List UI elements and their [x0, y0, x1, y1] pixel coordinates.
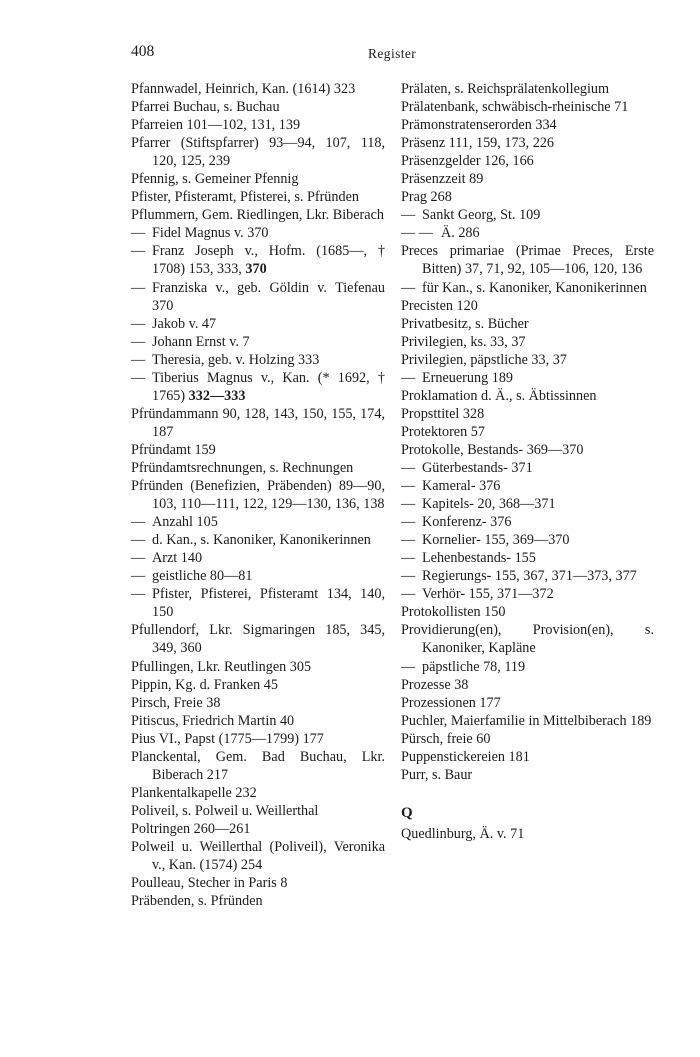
index-entry — [401, 134, 654, 152]
index-subentry — [131, 351, 385, 369]
entry-text: Pfennig, s. Gemeiner Pfennig — [131, 171, 299, 188]
entry-text: Kapitels- 20, 368—371 — [422, 496, 556, 513]
subentry-dash: — — [131, 514, 146, 531]
entry-text: Johann Ernst v. 7 — [152, 333, 250, 350]
index-entry — [131, 459, 385, 477]
subentry-dash: — — [131, 333, 146, 350]
entry-text: Poulleau, Stecher in Paris 8 — [131, 875, 288, 892]
entry-text: Pfister, Pfisterei, Pfisteramt 134, 140, 150 — [152, 586, 385, 621]
index-entry — [401, 441, 654, 459]
entry-text: Polweil u. Weillerthal (Poliveil), Veronika v., Kan. (1574) 254 — [131, 838, 385, 874]
running-head: Register — [368, 46, 417, 61]
index-subentry — [401, 549, 654, 567]
index-subentry — [401, 585, 654, 603]
index-subentry — [401, 531, 654, 549]
entry-text: Pfannwadel, Heinrich, Kan. (1614) 323 — [131, 81, 356, 97]
index-entry — [401, 603, 654, 621]
entry-text: Protektoren 57 — [401, 423, 485, 440]
entry-text: Prozesse 38 — [401, 676, 469, 693]
index-entry — [401, 242, 654, 278]
entry-text: Sankt Georg, St. 109 — [422, 207, 541, 224]
subentry-dash: — — [401, 532, 416, 549]
index-entry — [401, 712, 654, 730]
index-entry — [131, 80, 385, 98]
entry-text: Erneuerung 189 — [422, 369, 514, 386]
entry-text: Precisten 120 — [401, 297, 478, 314]
subentry-dash: — — [131, 279, 146, 296]
subentry-dash: — — [131, 369, 146, 386]
index-subentry — [401, 658, 654, 676]
index-entry — [131, 658, 385, 676]
entry-text: Poltringen 260—261 — [131, 820, 251, 837]
entry-text: Franz Joseph v., Hofm. (1685—, † 1708) 153, 333, — [152, 243, 385, 278]
entry-text: Pfister, Pfisteramt, Pfisterei, s. Pfründen — [131, 189, 359, 206]
entry-text: Pfründamt 159 — [131, 441, 216, 458]
index-subentry — [401, 369, 654, 387]
entry-text: Pfarrei Buchau, s. Buchau — [131, 99, 280, 116]
index-entry — [131, 676, 385, 694]
index-entry — [401, 676, 654, 694]
index-column-left — [131, 80, 385, 910]
entry-text: Pfarrer (Stiftspfarrer) 93—94, 107, 118, 120, 125, 239 — [131, 135, 385, 170]
entry-text: Kameral- 376 — [422, 478, 501, 495]
entry-text: Prag 268 — [401, 189, 452, 206]
index-subentry — [131, 333, 385, 351]
entry-text: Franziska v., geb. Göldin v. Tiefenau 370 — [152, 279, 385, 314]
subentry-dash: — — [131, 351, 146, 368]
entry-text: Ä. 286 — [441, 225, 480, 242]
index-subentry — [401, 513, 654, 531]
page-number: 408 — [131, 43, 155, 60]
index-subentry — [131, 315, 385, 333]
subentry-dash: — — [401, 496, 416, 513]
index-subentry — [131, 369, 385, 405]
subentry-dash: — — [131, 568, 146, 585]
entry-text: Poliveil, s. Polweil u. Weillerthal — [131, 802, 319, 819]
index-entry — [401, 98, 654, 116]
entry-main-reference: 370 — [245, 261, 267, 278]
index-entry — [131, 477, 385, 513]
entry-text: Pfründamtsrechnungen, s. Rechnungen — [131, 459, 354, 476]
entry-text: Präsenz 111, 159, 173, 226 — [401, 135, 555, 152]
entry-text: Konferenz- 376 — [422, 514, 512, 531]
entry-text: Pfründammann 90, 128, 143, 150, 155, 174, 187 — [131, 405, 385, 440]
entry-text: Pürsch, freie 60 — [401, 730, 491, 747]
entry-text: Kornelier- 155, 369—370 — [422, 532, 570, 549]
index-entry — [131, 405, 385, 441]
index-entry — [401, 423, 654, 441]
index-entry — [131, 820, 385, 838]
entry-text: Anzahl 105 — [152, 514, 218, 531]
index-entry — [401, 730, 654, 748]
index-subentry — [401, 477, 654, 495]
index-subentry — [131, 567, 385, 585]
entry-text: Tiberius Magnus v., Kan. (* 1692, † 1765) — [152, 369, 385, 404]
index-entry — [131, 188, 385, 206]
entry-text: Prämonstratenserorden 334 — [401, 117, 557, 134]
index-subentry — [131, 585, 385, 621]
index-entry — [131, 170, 385, 188]
subentry-dash: — — — [401, 225, 433, 242]
entry-text: Pfründen (Benefizien, Präbenden) 89—90, 103, 110—111, 122, 129—130, 136, 138 — [131, 478, 385, 513]
index-entry — [401, 825, 654, 843]
entry-text: Jakob v. 47 — [152, 315, 217, 332]
index-subentry — [131, 279, 385, 315]
subentry-dash: — — [131, 550, 146, 567]
index-entry — [131, 621, 385, 657]
subentry-dash: — — [131, 586, 146, 603]
index-entry — [401, 80, 654, 98]
index-entry — [401, 152, 654, 170]
subentry-dash: — — [131, 243, 146, 260]
entry-text: Proklamation d. Ä., s. Äbtissinnen — [401, 387, 597, 404]
entry-text: Güterbestands- 371 — [422, 459, 533, 476]
entry-text: Quedlinburg, Ä. v. 71 — [401, 825, 525, 842]
entry-text: Preces primariae (Primae Preces, Erste Bitten) 37, 71, 92, 105—106, 120, 136 — [401, 243, 654, 278]
index-column-right — [401, 80, 654, 843]
index-entry — [131, 206, 385, 224]
entry-text: Protokollisten 150 — [401, 604, 506, 621]
entry-text: Puchler, Maierfamilie in Mittelbiberach 189 — [401, 712, 652, 729]
index-entry — [401, 170, 654, 188]
index-entry — [131, 802, 385, 820]
index-subentry — [401, 459, 654, 477]
entry-text: Pitiscus, Friedrich Martin 40 — [131, 712, 295, 729]
index-entry — [401, 621, 654, 657]
entry-text: d. Kan., s. Kanoniker, Kanonikerinnen — [152, 532, 371, 549]
index-subentry — [401, 279, 654, 297]
entry-text: Prälaten, s. Reichsprälatenkollegium — [401, 81, 610, 97]
entry-text: Privilegien, päpstliche 33, 37 — [401, 351, 567, 368]
subentry-dash: — — [401, 586, 416, 603]
entry-text: Lehenbestands- 155 — [422, 550, 536, 567]
index-subentry — [401, 206, 654, 224]
entry-text: Providierung(en), Provision(en), s. Kanoniker, Kapläne — [401, 622, 654, 657]
index-entry — [131, 892, 385, 910]
subentry-dash: — — [401, 207, 416, 224]
entry-text: Privatbesitz, s. Bücher — [401, 315, 529, 332]
index-entry — [401, 297, 654, 315]
entry-text: Präsenzgelder 126, 166 — [401, 153, 534, 170]
entry-text: Propsttitel 328 — [401, 405, 485, 422]
index-entry — [131, 441, 385, 459]
entry-text: Arzt 140 — [152, 550, 203, 567]
entry-main-reference: 332—333 — [188, 387, 246, 404]
entry-text: Präbenden, s. Pfründen — [131, 893, 263, 910]
index-entry — [401, 766, 654, 784]
index-subentry — [131, 242, 385, 278]
entry-text: Pfullingen, Lkr. Reutlingen 305 — [131, 658, 312, 675]
index-entry — [131, 116, 385, 134]
entry-text: Pfarreien 101—102, 131, 139 — [131, 117, 301, 134]
entry-text: Fidel Magnus v. 370 — [152, 225, 269, 242]
entry-text: Pfullendorf, Lkr. Sigmaringen 185, 345, 349, 360 — [131, 622, 385, 657]
index-subentry — [401, 224, 654, 242]
entry-text: Verhör- 155, 371—372 — [422, 586, 554, 603]
index-entry — [131, 784, 385, 802]
index-subentry — [131, 549, 385, 567]
index-entry — [401, 333, 654, 351]
subentry-dash: — — [131, 532, 146, 549]
index-entry — [131, 730, 385, 748]
index-entry — [401, 116, 654, 134]
entry-text: Präsenzzeit 89 — [401, 171, 484, 188]
subentry-dash: — — [401, 658, 416, 675]
index-subentry — [401, 567, 654, 585]
entry-text: geistliche 80—81 — [152, 568, 253, 585]
subentry-dash: — — [401, 369, 416, 386]
entry-text: Theresia, geb. v. Holzing 333 — [152, 351, 320, 368]
entry-text: Planckental, Gem. Bad Buchau, Lkr. Biberach 217 — [131, 748, 385, 783]
index-entry — [131, 874, 385, 892]
index-entry — [131, 98, 385, 116]
entry-text: Plankentalkapelle 232 — [131, 784, 257, 801]
subentry-dash: — — [401, 478, 416, 495]
section-letter-heading: Q — [401, 804, 413, 821]
entry-text: Pirsch, Freie 38 — [131, 694, 221, 711]
index-entry — [401, 694, 654, 712]
subentry-dash: — — [131, 225, 146, 242]
index-entry — [131, 838, 385, 874]
subentry-dash: — — [401, 514, 416, 531]
index-entry — [131, 694, 385, 712]
subentry-dash: — — [401, 279, 416, 296]
entry-text: Puppenstickereien 181 — [401, 748, 530, 765]
index-subentry — [131, 513, 385, 531]
entry-text: Purr, s. Baur — [401, 766, 473, 783]
subentry-dash: — — [401, 550, 416, 567]
subentry-dash: — — [131, 315, 146, 332]
index-entry — [401, 387, 654, 405]
entry-text: Privilegien, ks. 33, 37 — [401, 333, 526, 350]
entry-text: Pius VI., Papst (1775—1799) 177 — [131, 730, 324, 747]
index-subentry — [131, 531, 385, 549]
index-subentry — [131, 224, 385, 242]
entry-text: Regierungs- 155, 367, 371—373, 377 — [422, 568, 637, 585]
entry-text: Prozessionen 177 — [401, 694, 501, 711]
entry-text: päpstliche 78, 119 — [422, 658, 526, 675]
entry-text: Protokolle, Bestands- 369—370 — [401, 441, 584, 458]
entry-text: Prälatenbank, schwäbisch-rheinische 71 — [401, 99, 629, 116]
index-entry — [131, 712, 385, 730]
index-entry — [131, 134, 385, 170]
subentry-dash: — — [401, 568, 416, 585]
index-entry — [131, 748, 385, 784]
index-entry — [401, 188, 654, 206]
index-entry — [401, 351, 654, 369]
index-entry — [401, 315, 654, 333]
entry-text: für Kan., s. Kanoniker, Kanonikerinnen — [422, 279, 647, 296]
index-subentry — [401, 495, 654, 513]
entry-text: Pflummern, Gem. Riedlingen, Lkr. Biberach — [131, 207, 384, 224]
index-entry — [401, 748, 654, 766]
entry-text: Pippin, Kg. d. Franken 45 — [131, 676, 278, 693]
index-entry — [401, 405, 654, 423]
subentry-dash: — — [401, 459, 416, 476]
